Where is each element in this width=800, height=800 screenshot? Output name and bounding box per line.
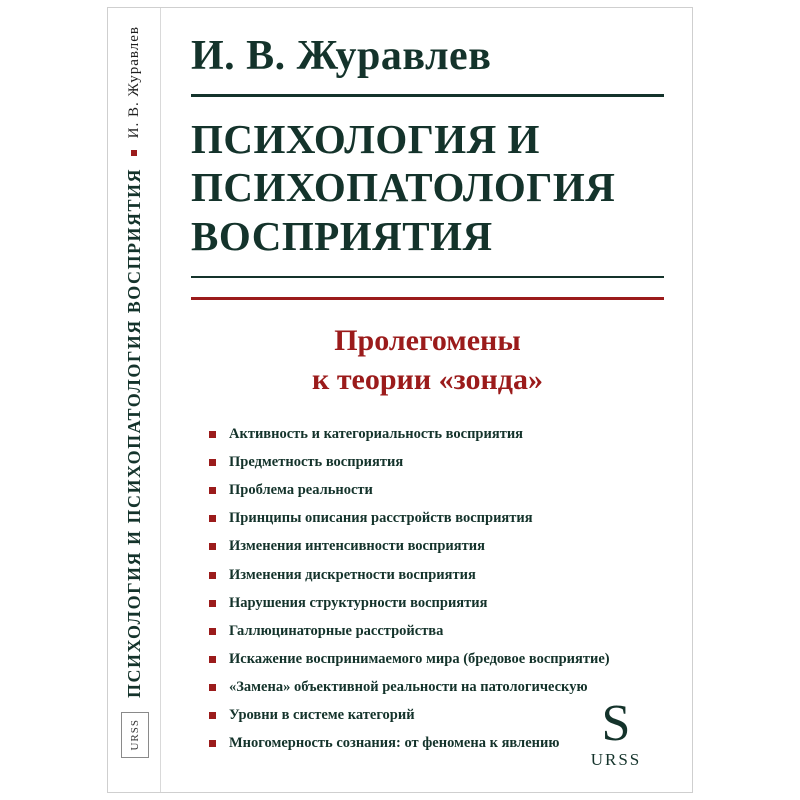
list-item: Уровни в системе категорий — [209, 706, 664, 725]
cover-front — [161, 8, 692, 792]
spine-publisher-label: URSS — [129, 719, 141, 751]
spine-publisher-logo — [121, 712, 149, 758]
divider-middle-red — [191, 297, 664, 300]
cover-title-line-3: ВОСПРИЯТИЯ — [191, 212, 493, 259]
cover-title — [191, 115, 664, 260]
publisher-block — [570, 695, 662, 770]
cover-subtitle-line-1: Пролегомены — [334, 324, 521, 358]
publisher-mark-icon: S — [601, 695, 631, 753]
cover-subtitle — [191, 322, 664, 399]
spine-content — [108, 8, 160, 720]
spine-square-icon — [131, 150, 137, 156]
list-item: Предметность восприятия — [209, 453, 664, 472]
list-item: Многомерность сознания: от феномена к явлению — [209, 734, 664, 753]
list-item: Нарушения структурности восприятия — [209, 594, 664, 613]
cover-subtitle-line-2: к теории «зонда» — [312, 362, 543, 396]
cover-title-line-1: ПСИХОЛОГИЯ И — [191, 116, 540, 162]
list-item: Изменения дискретности восприятия — [209, 566, 664, 585]
book-spine — [108, 8, 161, 792]
list-item: Галлюцинаторные расстройства — [209, 622, 664, 641]
divider-top — [191, 94, 664, 97]
list-item: Проблема реальности — [209, 481, 664, 500]
list-item: Принципы описания расстройств восприятия — [209, 509, 664, 528]
book-cover — [108, 8, 692, 792]
list-item: Активность и категориальность восприятия — [209, 425, 664, 444]
spine-author: И. В. Журавлев — [125, 26, 142, 139]
cover-author: И. В. Журавлев — [191, 33, 492, 79]
cover-title-line-2: ПСИХОПАТОЛОГИЯ — [191, 164, 616, 211]
list-item: Искажение воспринимаемого мира (бредовое восприятие) — [209, 650, 664, 669]
publisher-name: URSS — [590, 750, 642, 769]
list-item: «Замена» объективной реальности на патологическую — [209, 678, 664, 697]
list-item: Изменения интенсивности восприятия — [209, 537, 664, 556]
spine-title: ПСИХОЛОГИЯ И ПСИХОПАТОЛОГИЯ ВОСПРИЯТИЯ — [123, 168, 144, 699]
